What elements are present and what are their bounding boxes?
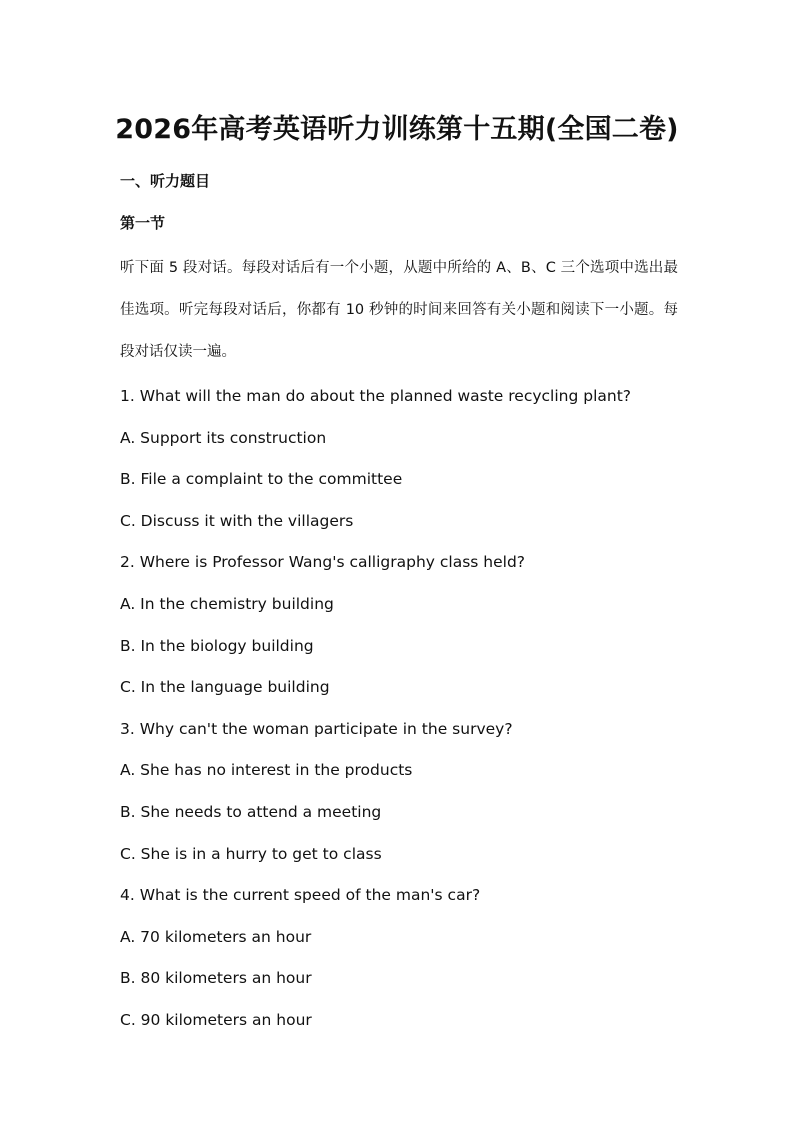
question-2-option-c: C. In the language building <box>120 678 330 697</box>
question-2-stem: 2. Where is Professor Wang's calligraphy class held? <box>120 553 526 572</box>
question-3-option-c: C. She is in a hurry to get to class <box>120 844 382 863</box>
question-1-option-a: A. Support its construction <box>120 428 327 447</box>
question-1-option-b: B. File a complaint to the committee <box>120 470 403 489</box>
instructions-paragraph: 听下面 5 段对话。每段对话后有一个小题，从题中所给的 A、B、C 三个选项中选出最佳选项。听完每段对话后，你都有 10 秒钟的时间来回答有关小题和阅读下一小题。每段对话仅读一遍。 <box>120 260 678 360</box>
document-title: 2026年高考英语听力训练第十五期(全国二卷) <box>115 114 679 145</box>
question-3-option-a: A. She has no interest in the products <box>120 761 413 780</box>
question-4-option-c: C. 90 kilometers an hour <box>120 1010 312 1029</box>
question-3-option-b: B. She needs to attend a meeting <box>120 802 382 821</box>
part-heading: 第一节 <box>120 214 166 232</box>
question-3-stem: 3. Why can't the woman participate in the survey? <box>120 719 513 738</box>
question-2-option-a: A. In the chemistry building <box>120 594 334 613</box>
question-1-stem: 1. What will the man do about the planned waste recycling plant? <box>120 387 632 405</box>
question-4-option-a: A. 70 kilometers an hour <box>120 927 312 946</box>
question-4-stem: 4. What is the current speed of the man's car? <box>120 886 481 905</box>
section-heading: 一、听力题目 <box>120 172 211 190</box>
question-2-option-b: B. In the biology building <box>120 636 314 655</box>
question-4-option-b: B. 80 kilometers an hour <box>120 969 312 988</box>
question-list <box>120 376 720 1042</box>
question-1-option-c: C. Discuss it with the villagers <box>120 511 354 530</box>
